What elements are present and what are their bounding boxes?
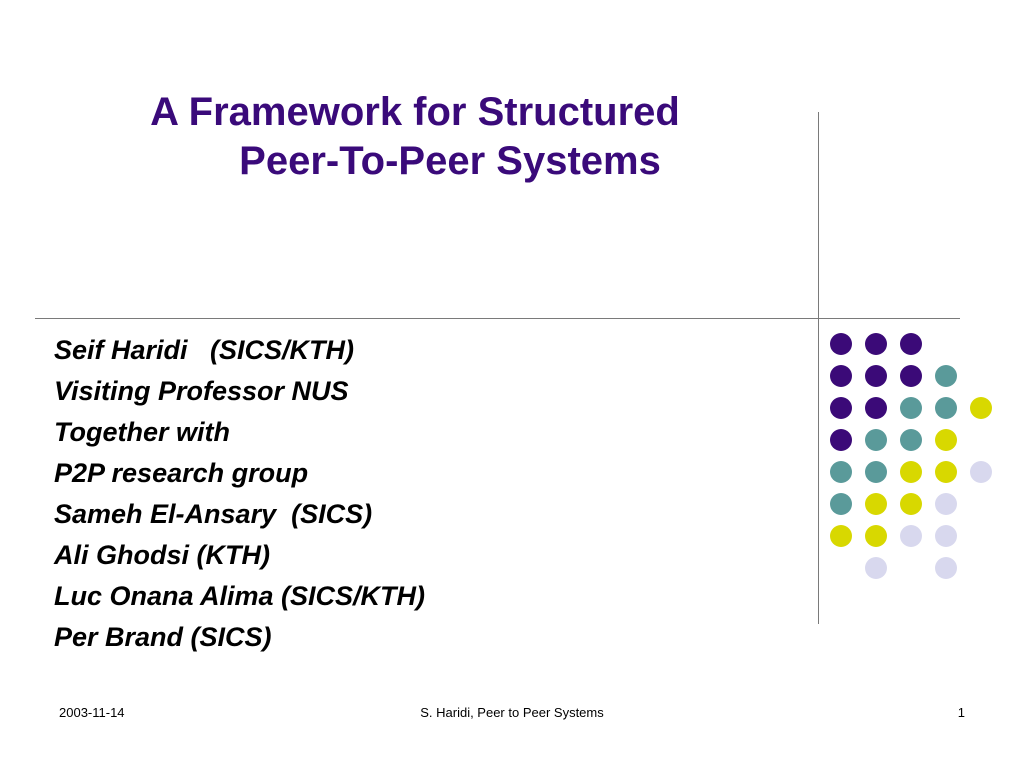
decorative-dot [970,397,992,419]
decorative-dot [935,525,957,547]
author-line: Seif Haridi (SICS/KTH) [54,335,355,365]
decorative-dot [830,333,852,355]
decorative-dot [935,429,957,451]
decorative-dot [865,461,887,483]
decorative-dot [900,397,922,419]
decorative-dot [935,461,957,483]
horizontal-divider [35,318,960,319]
slide-title [70,88,770,186]
decorative-dot [900,525,922,547]
author-line: P2P research group [54,458,309,489]
author-line: Sameh El-Ansary (SICS) [54,499,373,530]
author-list [54,330,774,658]
author-line: Together with [54,417,230,448]
decorative-dot [970,461,992,483]
decorative-dot [865,333,887,355]
footer-date: 2003-11-14 [59,705,125,720]
title-line-2: Peer-To-Peer Systems [239,138,661,183]
author-line: Visiting Professor NUS [54,376,349,407]
decorative-dot [865,429,887,451]
dot-matrix-graphic [830,333,1000,583]
decorative-dot [830,493,852,515]
decorative-dot [865,397,887,419]
decorative-dot [900,461,922,483]
decorative-dot [900,333,922,355]
decorative-dot [830,397,852,419]
author-line: Per Brand (SICS) [54,622,272,653]
decorative-dot [935,365,957,387]
decorative-dot [935,557,957,579]
title-line-1: A Framework for Structured [150,90,680,134]
decorative-dot [830,365,852,387]
decorative-dot [830,525,852,547]
decorative-dot [865,557,887,579]
author-line: Ali Ghodsi (KTH) [54,540,270,571]
decorative-dot [830,429,852,451]
decorative-dot [935,397,957,419]
decorative-dot [865,365,887,387]
footer-title: S. Haridi, Peer to Peer Systems [420,705,604,720]
author-line: Luc Onana Alima (SICS/KTH) [54,581,426,612]
decorative-dot [900,493,922,515]
vertical-divider [818,112,819,624]
decorative-dot [865,493,887,515]
decorative-dot [865,525,887,547]
decorative-dot [900,365,922,387]
footer-page-number: 1 [957,705,965,720]
decorative-dot [830,461,852,483]
decorative-dot [900,429,922,451]
decorative-dot [935,493,957,515]
